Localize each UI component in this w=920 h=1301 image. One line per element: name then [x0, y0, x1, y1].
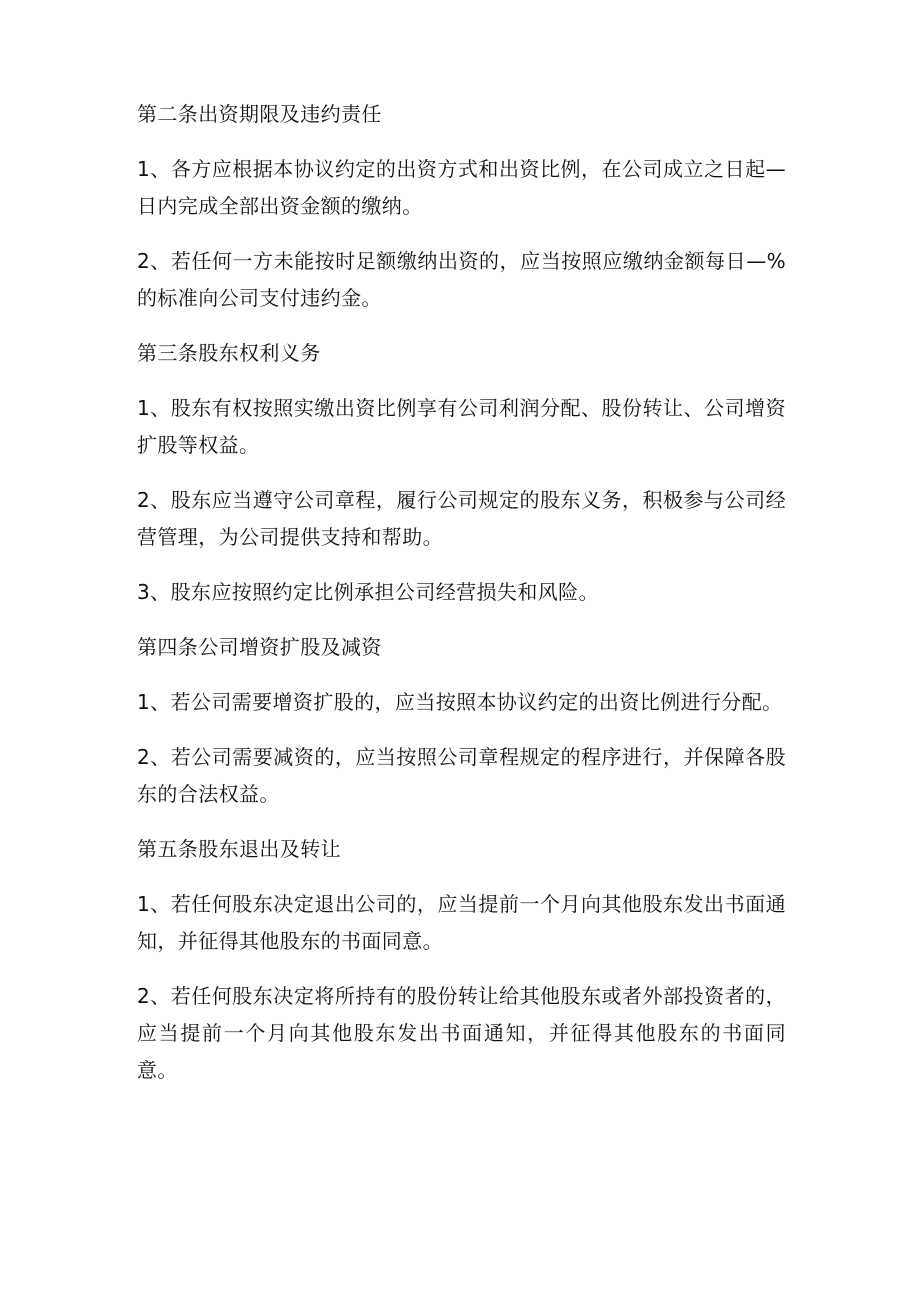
- section-heading: 第四条公司增资扩股及减资: [137, 635, 382, 659]
- paragraph: 2、若公司需要减资的，应当按照公司章程规定的程序进行，并保障各股东的合法权益。: [137, 745, 786, 806]
- paragraph: 1、各方应根据本协议约定的出资方式和出资比例，在公司成立之日起—日内完成全部出资金额的缴纳。: [137, 157, 786, 218]
- paragraph: 3、股东应按照约定比例承担公司经营损失和风险。: [137, 580, 599, 604]
- paragraph: 1、股东有权按照实缴出资比例享有公司利润分配、股份转让、公司增资扩股等权益。: [137, 396, 786, 457]
- paragraph: 2、若任何一方未能按时足额缴纳出资的，应当按照应缴纳金额每日—%的标准向公司支付违约金。: [137, 249, 786, 310]
- paragraph: 2、若任何股东决定将所持有的股份转让给其他股东或者外部投资者的，应当提前一个月向其他股东发出书面通知，并征得其他股东的书面同意。: [137, 984, 786, 1082]
- paragraph: 1、若任何股东决定退出公司的，应当提前一个月向其他股东发出书面通知，并征得其他股东的书面同意。: [137, 892, 786, 953]
- section-heading: 第三条股东权利义务: [137, 341, 321, 365]
- paragraph: 2、股东应当遵守公司章程，履行公司规定的股东义务，积极参与公司经营管理，为公司提供支持和帮助。: [137, 488, 786, 549]
- paragraph: 1、若公司需要增资扩股的，应当按照本协议约定的出资比例进行分配。: [137, 690, 783, 714]
- section-heading: 第二条出资期限及违约责任: [137, 102, 382, 126]
- section-heading: 第五条股东退出及转让: [137, 837, 341, 861]
